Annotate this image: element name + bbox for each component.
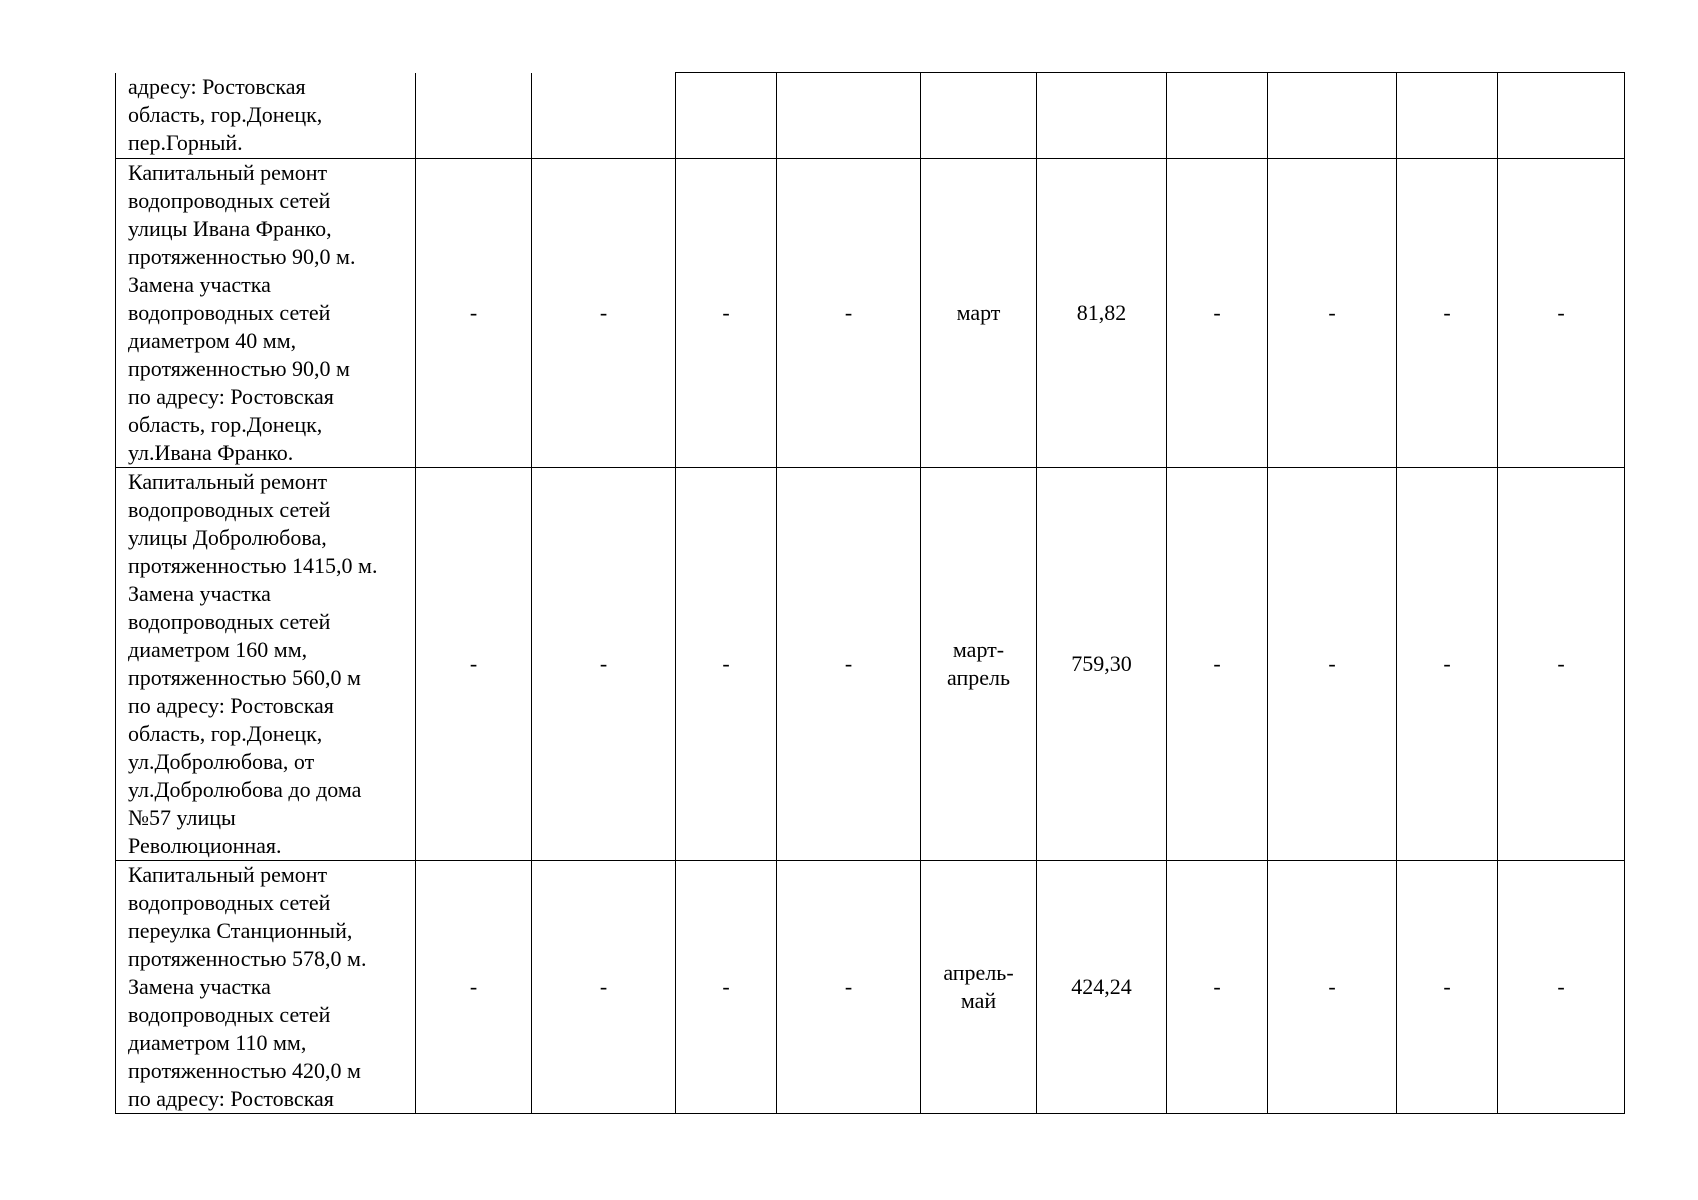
table-row: [116, 159, 1625, 468]
amount-cell: 424,24: [1037, 861, 1167, 1114]
table-cell: -: [1167, 861, 1268, 1114]
table-cell: [676, 73, 777, 159]
table-cell: -: [1397, 861, 1498, 1114]
work-description: Капитальный ремонт водопроводных сетей улицы Ивана Франко, протяженностью 90,0 м. Замена участка водопроводных сетей диаметром 40 мм, протяженностью 90,0 м по адресу: Ростовская область, гор.Донецк, ул.Ивана Франко.: [116, 159, 416, 468]
table-cell: -: [1397, 159, 1498, 468]
table-cell: -: [1397, 468, 1498, 861]
table-cell: -: [777, 159, 921, 468]
table-cell: -: [1498, 468, 1625, 861]
work-description: адресу: Ростовская область, гор.Донецк, пер.Горный.: [116, 73, 416, 159]
work-description: Капитальный ремонт водопроводных сетей улицы Добролюбова, протяженностью 1415,0 м. Замена участка водопроводных сетей диаметром 160 мм, протяженностью 560,0 м по адресу: Ростовская область, гор.Донецк, ул.Добролюбова, от ул.Добролюбова до дома №57 улицы Революционная.: [116, 468, 416, 861]
table-cell: -: [532, 861, 676, 1114]
work-description: Капитальный ремонт водопроводных сетей переулка Станционный, протяженностью 578,0 м. Замена участка водопроводных сетей диаметром 110 мм, протяженностью 420,0 м по адресу: Ростовская: [116, 861, 416, 1114]
table-row: [116, 468, 1625, 861]
table-cell: -: [416, 861, 532, 1114]
table-cell: -: [532, 159, 676, 468]
table-cell: [777, 73, 921, 159]
table-cell: -: [1167, 468, 1268, 861]
table-cell: [1167, 73, 1268, 159]
table-cell: [532, 73, 676, 159]
table-cell: [921, 73, 1037, 159]
table-cell: -: [777, 468, 921, 861]
table-row: [116, 861, 1625, 1114]
table-cell: -: [676, 159, 777, 468]
table-row: [116, 73, 1625, 159]
table-cell: -: [1498, 159, 1625, 468]
table-cell: -: [1268, 861, 1397, 1114]
table-cell: -: [416, 468, 532, 861]
amount-cell: 759,30: [1037, 468, 1167, 861]
period-cell: апрель- май: [921, 861, 1037, 1114]
table-cell: -: [1167, 159, 1268, 468]
table-cell: -: [1268, 468, 1397, 861]
table-cell: -: [676, 861, 777, 1114]
table-cell: [1397, 73, 1498, 159]
table-cell: -: [416, 159, 532, 468]
table-cell: -: [1268, 159, 1397, 468]
table-cell: [1498, 73, 1625, 159]
works-table: [115, 72, 1625, 1114]
table-cell: [416, 73, 532, 159]
amount-cell: 81,82: [1037, 159, 1167, 468]
table-cell: -: [1498, 861, 1625, 1114]
table-cell: -: [777, 861, 921, 1114]
table-cell: -: [532, 468, 676, 861]
table-cell: [1268, 73, 1397, 159]
document-page: [115, 72, 1624, 1113]
period-cell: март: [921, 159, 1037, 468]
table-cell: [1037, 73, 1167, 159]
table-cell: -: [676, 468, 777, 861]
period-cell: март- апрель: [921, 468, 1037, 861]
